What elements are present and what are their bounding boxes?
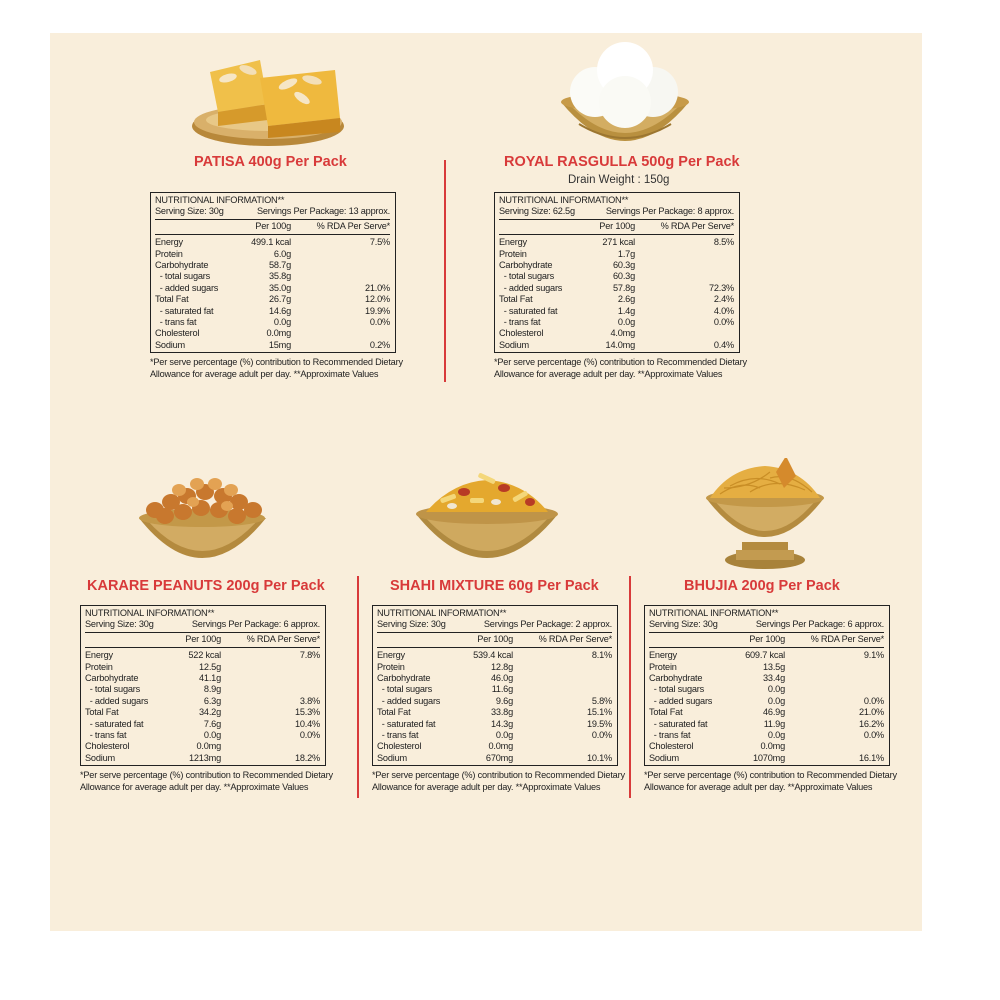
nutrient-per100: 4.0mg [610, 328, 635, 339]
header-rule [155, 219, 390, 220]
column-header-per100: Per 100g [477, 633, 513, 644]
nutrient-row [377, 662, 612, 673]
servings-per-package: Servings Per Package: 6 approx. [191, 619, 320, 630]
nutrient-per100: 46.0g [491, 673, 513, 684]
nutrient-row [499, 328, 734, 339]
nutrient-rda [785, 662, 884, 673]
nutrient-rda: 16.2% [858, 718, 884, 729]
nutrient-name: - added sugars [155, 282, 219, 293]
nutrient-rda [221, 741, 320, 752]
nutrient-row [155, 317, 390, 328]
nutrient-rda [221, 673, 320, 684]
nutrient-name: Sodium [377, 752, 407, 763]
footnote-patisa: *Per serve percentage (%) contribution to Recommended Dietary Allowance for average adult per day. **Approximate Values [150, 357, 403, 379]
nutrient-per100: 609.7 kcal [745, 650, 785, 661]
nutrient-row [85, 662, 320, 673]
nutrient-rda: 15.3% [294, 707, 320, 718]
nutrient-row [155, 306, 390, 317]
column-rule [649, 647, 884, 648]
nutrient-row [649, 650, 884, 661]
column-header-rda: % RDA Per Serve* [246, 633, 320, 644]
nutrient-name: Sodium [649, 752, 679, 763]
nutrient-per100: 670mg [485, 752, 513, 763]
nutrient-per100: 1213mg [188, 752, 221, 763]
nutrient-row [377, 730, 612, 741]
nutrient-per100: 15mg [268, 339, 291, 350]
column-header-blank [377, 634, 473, 645]
nutrient-row [155, 340, 390, 351]
nutrient-row [499, 260, 734, 271]
nutrient-rda: 9.1% [863, 650, 884, 661]
nutrient-rda: 19.9% [364, 305, 390, 316]
nutrition-header: NUTRITIONAL INFORMATION** [499, 195, 629, 205]
column-rule [85, 647, 320, 648]
bhujia-image [700, 458, 830, 573]
header-rule [499, 219, 734, 220]
nutrient-name: Carbohydrate [85, 673, 139, 684]
nutrient-per100: 6.3g [203, 695, 221, 706]
column-header-rda: % RDA Per Serve* [660, 220, 734, 231]
nutrient-row [649, 696, 884, 707]
nutrient-rda [513, 684, 612, 695]
nutrient-rda [513, 673, 612, 684]
serving-size: Serving Size: 30g [85, 619, 154, 630]
column-headers [377, 634, 612, 645]
nutrient-row [499, 306, 734, 317]
nutrient-rda: 5.8% [591, 695, 612, 706]
nutrient-row [155, 328, 390, 339]
nutrient-rda: 10.4% [294, 718, 320, 729]
nutrient-per100: 0.0mg [488, 741, 513, 752]
nutrient-name: - total sugars [155, 271, 211, 282]
serving-row [499, 206, 734, 217]
nutrient-name: Energy [155, 237, 183, 248]
column-header-blank [85, 634, 181, 645]
nutrient-per100: 0.0g [203, 730, 221, 741]
bhujia-title: BHUJIA 200g Per Pack [684, 578, 840, 594]
nutrient-row [155, 260, 390, 271]
servings-per-package: Servings Per Package: 8 approx. [605, 206, 734, 217]
servings-per-package: Servings Per Package: 6 approx. [755, 619, 884, 630]
nutrient-per100: 6.0g [273, 248, 291, 259]
column-rule [499, 234, 734, 235]
nutrient-per100: 46.9g [763, 707, 785, 718]
nutrient-row [155, 249, 390, 260]
nutrient-row [155, 294, 390, 305]
nutrient-name: Energy [499, 237, 527, 248]
nutrient-per100: 33.8g [491, 707, 513, 718]
nutrient-row [649, 662, 884, 673]
patisa-image [190, 48, 360, 148]
nutrient-per100: 58.7g [269, 260, 291, 271]
nutrient-rda [635, 260, 734, 271]
nutrient-rda [291, 249, 390, 260]
nutrient-row [377, 684, 612, 695]
nutrient-rda: 0.0% [713, 317, 734, 328]
nutrient-rda [635, 249, 734, 260]
nutrient-per100: 1.7g [617, 248, 635, 259]
nutrient-rda: 0.0% [591, 730, 612, 741]
header-rule [377, 632, 612, 633]
nutrient-per100: 14.3g [491, 718, 513, 729]
nutrient-name: Sodium [155, 339, 185, 350]
nutrient-rda: 3.8% [299, 695, 320, 706]
nutrient-per100: 60.3g [613, 260, 635, 271]
nutrient-per100: 499.1 kcal [251, 237, 291, 248]
nutrient-rda [291, 260, 390, 271]
nutrient-name: - total sugars [85, 684, 141, 695]
nutrient-rda [221, 684, 320, 695]
nutrient-per100: 522 kcal [188, 650, 221, 661]
nutrient-name: Carbohydrate [377, 673, 431, 684]
mixture-image [412, 462, 562, 572]
nutrient-name: Carbohydrate [155, 260, 209, 271]
nutrient-per100: 11.6g [491, 684, 513, 695]
nutrient-per100: 0.0g [273, 317, 291, 328]
footnote-mixture: *Per serve percentage (%) contribution to Recommended Dietary Allowance for average adult per day. **Approximate Values [372, 770, 625, 792]
nutrient-rda: 8.5% [713, 237, 734, 248]
nutrient-per100: 0.0g [767, 695, 785, 706]
nutrient-name: Sodium [499, 339, 529, 350]
peanuts-title: KARARE PEANUTS 200g Per Pack [87, 578, 325, 594]
nutrient-per100: 0.0g [617, 317, 635, 328]
nutrient-row [649, 719, 884, 730]
nutrient-row [155, 283, 390, 294]
nutrient-per100: 13.5g [763, 661, 785, 672]
nutrient-rda: 18.2% [294, 752, 320, 763]
nutrient-row [85, 650, 320, 661]
header-rule [85, 632, 320, 633]
nutrition-header: NUTRITIONAL INFORMATION** [377, 608, 507, 618]
nutrition-table-rasgulla [494, 192, 740, 353]
nutrient-row [155, 271, 390, 282]
nutrient-rda: 19.5% [586, 718, 612, 729]
column-header-rda: % RDA Per Serve* [810, 633, 884, 644]
nutrient-row [155, 237, 390, 248]
nutrient-per100: 1.4g [617, 305, 635, 316]
nutrient-name: Energy [377, 650, 405, 661]
column-header-per100: Per 100g [185, 633, 221, 644]
nutrient-rda [291, 328, 390, 339]
nutrient-per100: 539.4 kcal [473, 650, 513, 661]
nutrient-rda: 0.0% [863, 695, 884, 706]
column-header-blank [649, 634, 745, 645]
nutrient-name: - trans fat [377, 730, 419, 741]
column-header-blank [499, 221, 595, 232]
column-header-rda: % RDA Per Serve* [538, 633, 612, 644]
nutrient-per100: 0.0mg [196, 741, 221, 752]
nutrient-name: Protein [155, 248, 183, 259]
nutrient-name: - total sugars [649, 684, 705, 695]
nutrient-row [85, 730, 320, 741]
nutrition-header: NUTRITIONAL INFORMATION** [155, 195, 285, 205]
nutrient-rda [513, 741, 612, 752]
nutrient-per100: 0.0g [767, 730, 785, 741]
column-headers [155, 221, 390, 232]
nutrient-name: Total Fat [649, 707, 683, 718]
column-header-per100: Per 100g [749, 633, 785, 644]
nutrient-name: - trans fat [155, 317, 197, 328]
nutrient-row [85, 696, 320, 707]
nutrient-row [649, 673, 884, 684]
nutrient-name: Cholesterol [649, 741, 694, 752]
nutrient-per100: 9.6g [495, 695, 513, 706]
nutrient-per100: 12.5g [199, 661, 221, 672]
nutrient-row [85, 719, 320, 730]
nutrient-rda [291, 271, 390, 282]
column-rule [377, 647, 612, 648]
nutrient-per100: 60.3g [613, 271, 635, 282]
nutrient-row [85, 684, 320, 695]
serving-size: Serving Size: 30g [377, 619, 446, 630]
nutrient-row [499, 340, 734, 351]
nutrient-name: Protein [649, 661, 677, 672]
nutrient-row [85, 707, 320, 718]
nutrient-per100: 8.9g [203, 684, 221, 695]
nutrient-name: - total sugars [377, 684, 433, 695]
nutrient-name: - trans fat [649, 730, 691, 741]
nutrient-name: Cholesterol [499, 328, 544, 339]
nutrient-name: Carbohydrate [649, 673, 703, 684]
nutrient-name: Total Fat [85, 707, 119, 718]
nutrient-rda: 7.8% [299, 650, 320, 661]
nutrient-rda: 21.0% [364, 282, 390, 293]
nutrient-per100: 0.0g [767, 684, 785, 695]
divider-bottom-left [357, 576, 359, 798]
nutrient-name: - trans fat [499, 317, 541, 328]
nutrient-name: Cholesterol [85, 741, 130, 752]
nutrient-name: - saturated fat [377, 718, 436, 729]
nutrient-name: - added sugars [85, 695, 149, 706]
nutrition-header: NUTRITIONAL INFORMATION** [85, 608, 215, 618]
nutrient-row [85, 741, 320, 752]
nutrient-rda: 0.0% [299, 730, 320, 741]
nutrient-name: Total Fat [377, 707, 411, 718]
nutrient-row [499, 317, 734, 328]
nutrient-row [499, 237, 734, 248]
nutrient-per100: 57.8g [613, 282, 635, 293]
nutrient-rda: 12.0% [364, 294, 390, 305]
nutrient-per100: 7.6g [203, 718, 221, 729]
nutrient-name: - saturated fat [649, 718, 708, 729]
header-rule [649, 632, 884, 633]
nutrient-name: Energy [85, 650, 113, 661]
nutrient-name: - saturated fat [499, 305, 558, 316]
nutrient-per100: 14.0mg [605, 339, 635, 350]
nutrient-rda: 0.4% [713, 339, 734, 350]
servings-per-package: Servings Per Package: 13 approx. [256, 206, 390, 217]
nutrition-table-peanuts [80, 605, 326, 766]
nutrient-rda [513, 662, 612, 673]
column-header-per100: Per 100g [255, 220, 291, 231]
nutrient-row [649, 730, 884, 741]
nutrition-table-bhujia [644, 605, 890, 766]
nutrient-per100: 35.0g [269, 282, 291, 293]
nutrient-name: - total sugars [499, 271, 555, 282]
footnote-peanuts: *Per serve percentage (%) contribution to Recommended Dietary Allowance for average adult per day. **Approximate Values [80, 770, 333, 792]
column-header-per100: Per 100g [599, 220, 635, 231]
nutrient-per100: 11.9g [763, 718, 785, 729]
rasgulla-drain-weight: Drain Weight : 150g [568, 174, 670, 186]
column-headers [499, 221, 734, 232]
nutrient-rda [635, 328, 734, 339]
nutrient-name: Protein [499, 248, 527, 259]
nutrient-row [377, 696, 612, 707]
column-rule [155, 234, 390, 235]
nutrient-name: Cholesterol [155, 328, 200, 339]
serving-row [649, 619, 884, 630]
nutrient-rda: 0.2% [369, 339, 390, 350]
nutrition-table-mixture [372, 605, 618, 766]
nutrient-rda [785, 741, 884, 752]
nutrient-per100: 12.8g [491, 661, 513, 672]
nutrient-rda: 0.0% [369, 317, 390, 328]
nutrient-per100: 0.0g [495, 730, 513, 741]
nutrient-row [377, 707, 612, 718]
nutrient-row [377, 719, 612, 730]
column-header-blank [155, 221, 251, 232]
nutrition-header: NUTRITIONAL INFORMATION** [649, 608, 779, 618]
nutrient-row [649, 741, 884, 752]
nutrient-rda [221, 662, 320, 673]
nutrient-per100: 26.7g [269, 294, 291, 305]
nutrient-rda: 21.0% [858, 707, 884, 718]
peanuts-image [135, 478, 270, 568]
nutrient-per100: 14.6g [269, 305, 291, 316]
nutrient-rda: 16.1% [858, 752, 884, 763]
nutrient-per100: 0.0mg [760, 741, 785, 752]
nutrient-name: Carbohydrate [499, 260, 553, 271]
rasgulla-title: ROYAL RASGULLA 500g Per Pack [504, 154, 740, 170]
nutrient-row [377, 741, 612, 752]
nutrient-name: - saturated fat [155, 305, 214, 316]
serving-row [155, 206, 390, 217]
divider-bottom-right [629, 576, 631, 798]
nutrient-name: - added sugars [499, 282, 563, 293]
nutrient-name: - trans fat [85, 730, 127, 741]
nutrient-per100: 34.2g [199, 707, 221, 718]
nutrient-per100: 2.6g [617, 294, 635, 305]
nutrient-rda: 10.1% [586, 752, 612, 763]
nutrient-row [499, 249, 734, 260]
divider-top [444, 160, 446, 382]
servings-per-package: Servings Per Package: 2 approx. [483, 619, 612, 630]
column-headers [85, 634, 320, 645]
nutrient-per100: 271 kcal [602, 237, 635, 248]
serving-row [85, 619, 320, 630]
nutrient-rda [635, 271, 734, 282]
serving-row [377, 619, 612, 630]
column-headers [649, 634, 884, 645]
footnote-rasgulla: *Per serve percentage (%) contribution to Recommended Dietary Allowance for average adult per day. **Approximate Values [494, 357, 747, 379]
nutrient-row [649, 753, 884, 764]
nutrient-row [85, 753, 320, 764]
nutrient-row [649, 684, 884, 695]
nutrient-per100: 35.8g [269, 271, 291, 282]
nutrient-row [377, 650, 612, 661]
nutrient-name: - added sugars [649, 695, 713, 706]
nutrient-name: Sodium [85, 752, 115, 763]
nutrient-name: - added sugars [377, 695, 441, 706]
nutrient-name: Cholesterol [377, 741, 422, 752]
nutrient-name: - saturated fat [85, 718, 144, 729]
nutrient-rda: 4.0% [713, 305, 734, 316]
nutrient-rda: 15.1% [586, 707, 612, 718]
rasgulla-image [555, 40, 695, 150]
nutrient-name: Total Fat [499, 294, 533, 305]
nutrient-row [649, 707, 884, 718]
nutrient-row [377, 753, 612, 764]
serving-size: Serving Size: 30g [155, 206, 224, 217]
nutrition-table-patisa [150, 192, 396, 353]
nutrient-name: Energy [649, 650, 677, 661]
nutrient-rda [785, 673, 884, 684]
nutrient-rda: 72.3% [708, 282, 734, 293]
nutrient-row [499, 271, 734, 282]
nutrient-rda: 0.0% [863, 730, 884, 741]
nutrient-rda: 8.1% [591, 650, 612, 661]
serving-size: Serving Size: 30g [649, 619, 718, 630]
nutrient-rda: 2.4% [713, 294, 734, 305]
nutrient-name: Protein [377, 661, 405, 672]
nutrient-rda [785, 684, 884, 695]
nutrient-row [377, 673, 612, 684]
footnote-bhujia: *Per serve percentage (%) contribution to Recommended Dietary Allowance for average adult per day. **Approximate Values [644, 770, 897, 792]
nutrient-row [499, 294, 734, 305]
nutrient-per100: 41.1g [199, 673, 221, 684]
patisa-title: PATISA 400g Per Pack [194, 154, 347, 170]
nutrient-per100: 1070mg [752, 752, 785, 763]
nutrient-row [499, 283, 734, 294]
nutrient-per100: 0.0mg [266, 328, 291, 339]
nutrient-rda: 7.5% [369, 237, 390, 248]
mixture-title: SHAHI MIXTURE 60g Per Pack [390, 578, 599, 594]
nutrient-name: Total Fat [155, 294, 189, 305]
nutrient-per100: 33.4g [763, 673, 785, 684]
column-header-rda: % RDA Per Serve* [316, 220, 390, 231]
nutrient-row [85, 673, 320, 684]
nutrient-name: Protein [85, 661, 113, 672]
serving-size: Serving Size: 62.5g [499, 206, 575, 217]
